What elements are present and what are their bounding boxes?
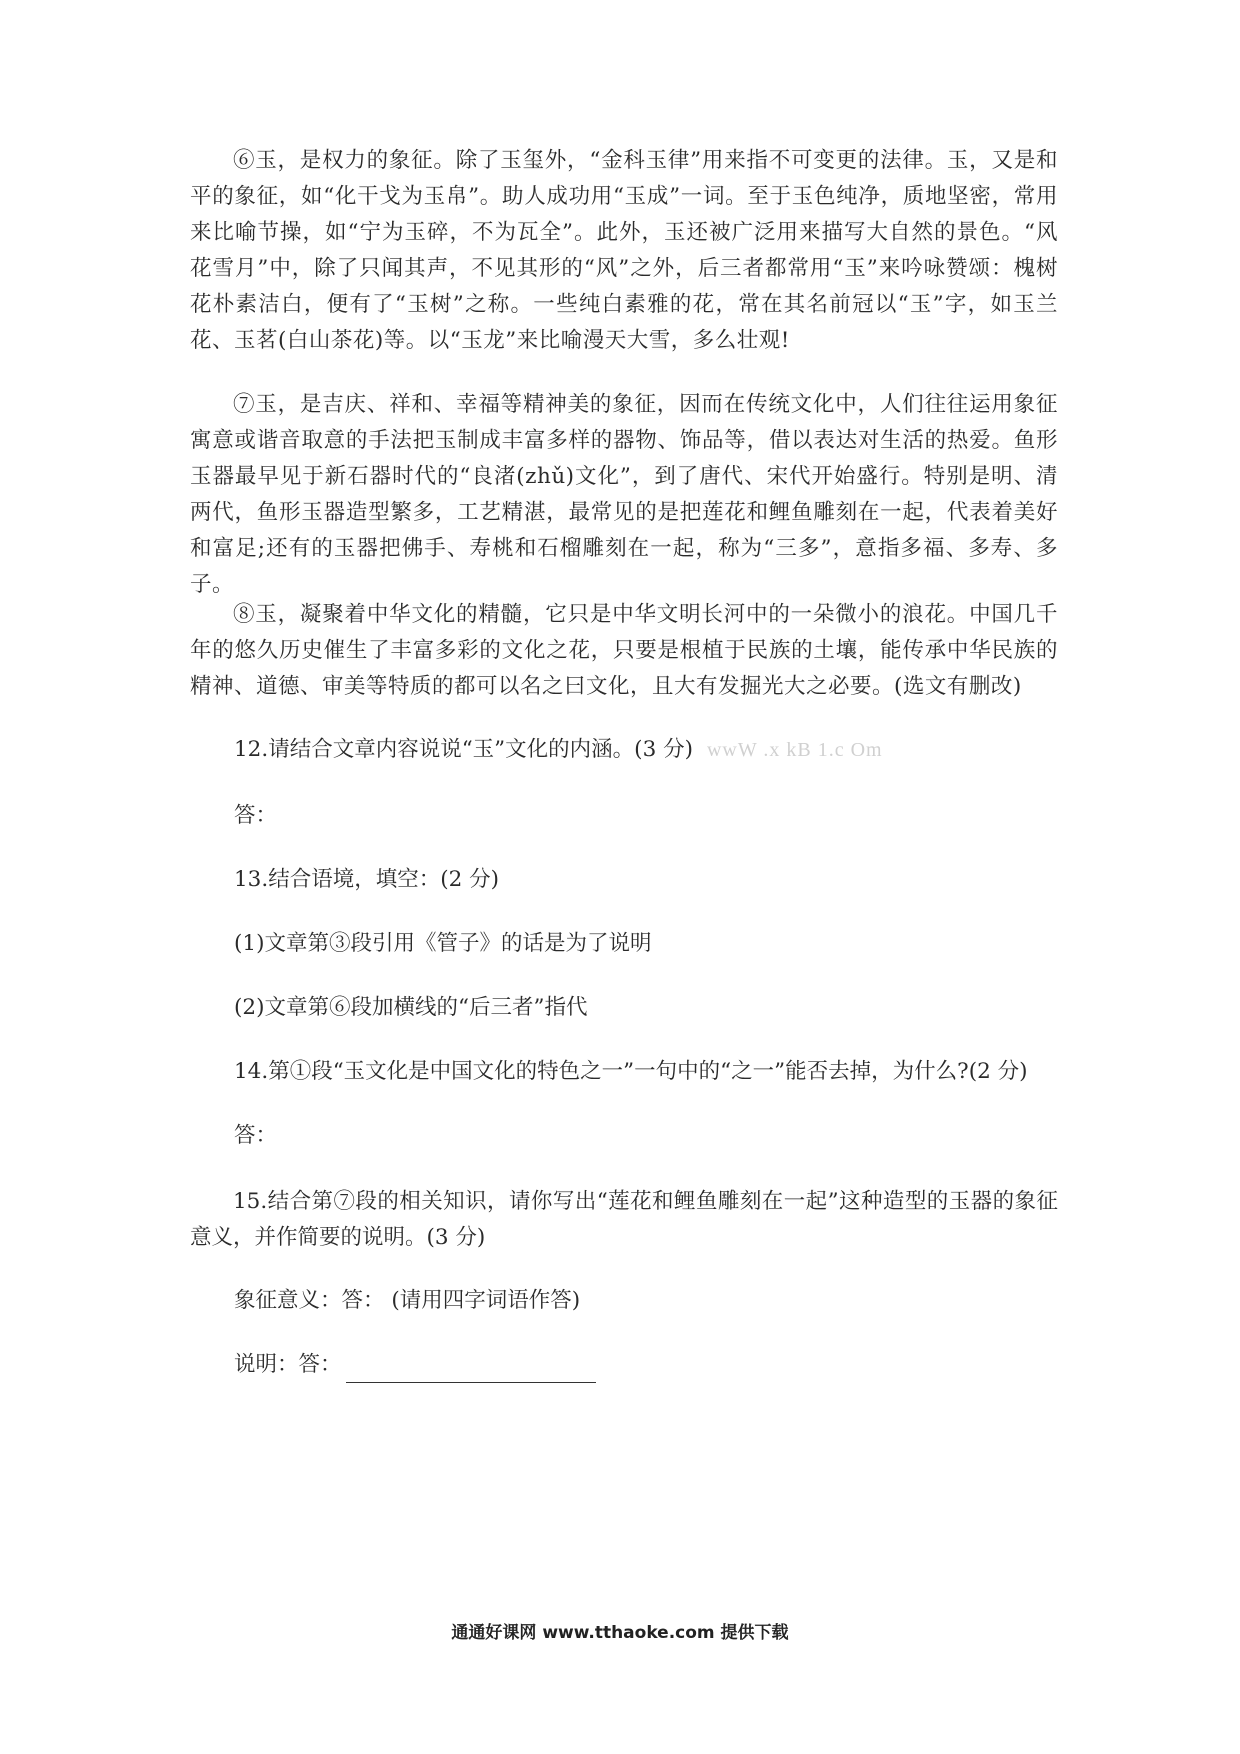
question-13-1: (1)文章第③段引用《管子》的话是为了说明 xyxy=(234,931,652,956)
answer-label-14: 答： xyxy=(234,1123,278,1148)
watermark-text: wwW .x kB 1.c Om xyxy=(706,739,883,761)
question-15: 15.结合第⑦段的相关知识，请你写出“莲花和鲤鱼雕刻在一起”这种造型的玉器的象征意义，并作简要的说明。(3 分) xyxy=(190,1189,1058,1250)
question-14: 14.第①段“玉文化是中国文化的特色之一”一句中的“之一”能否去掉，为什么?(2 分) xyxy=(234,1059,1028,1084)
answer-blank-line[interactable] xyxy=(346,1358,596,1383)
paragraph-7: ⑦玉，是吉庆、祥和、幸福等精神美的象征，因而在传统文化中，人们往往运用象征寓意或谐音取意的手法把玉制成丰富多样的器物、饰品等，借以表达对生活的热爱。鱼形玉器最早见于新石器时代的“良渚(zhǔ)文化”，到了唐代、宋代开始盛行。特别是明、清两代，鱼形玉器造型繁多，工艺精湛，最常见的是把莲花和鲤鱼雕刻在一起，代表着美好和富足;还有的玉器把佛手、寿桃和石榴雕刻在一起，称为“三多”，意指多福、多寿、多子。 xyxy=(190,392,1058,597)
question-13-2: (2)文章第⑥段加横线的“后三者”指代 xyxy=(234,995,588,1020)
paragraph-8: ⑧玉，凝聚着中华文化的精髓，它只是中华文明长河中的一朵微小的浪花。中国几千年的悠久历史催生了丰富多彩的文化之花，只要是根植于民族的土壤，能传承中华民族的精神、道德、审美等特质的都可以名之曰文化，且大有发掘光大之必要。(选文有删改) xyxy=(190,602,1058,699)
question-13: 13.结合语境，填空：(2 分) xyxy=(234,867,499,892)
answer-label-12: 答： xyxy=(234,803,278,828)
question-15-symbol: 象征意义：答： (请用四字词语作答) xyxy=(234,1288,581,1313)
question-15-explain xyxy=(234,1347,1114,1383)
question-15-explain-label: 说明：答： xyxy=(234,1352,342,1377)
question-12-text: 12.请结合文章内容说说“玉”文化的内涵。(3 分) xyxy=(234,737,693,762)
question-12 xyxy=(234,732,1114,768)
page-footer: 通通好课网 www.tthaoke.com 提供下载 xyxy=(451,1623,789,1643)
paragraph-6: ⑥玉，是权力的象征。除了玉玺外，“金科玉律”用来指不可变更的法律。玉，又是和平的象征，如“化干戈为玉帛”。助人成功用“玉成”一词。至于玉色纯净，质地坚密，常用来比喻节操，如“宁为玉碎，不为瓦全”。此外，玉还被广泛用来描写大自然的景色。“风花雪月”中，除了只闻其声，不见其形的“风”之外，后三者都常用“玉”来吟咏赞颂：槐树花朴素洁白，便有了“玉树”之称。一些纯白素雅的花，常在其名前冠以“玉”字，如玉兰花、玉茗(白山茶花)等。以“玉龙”来比喻漫天大雪，多么壮观! xyxy=(190,148,1058,353)
